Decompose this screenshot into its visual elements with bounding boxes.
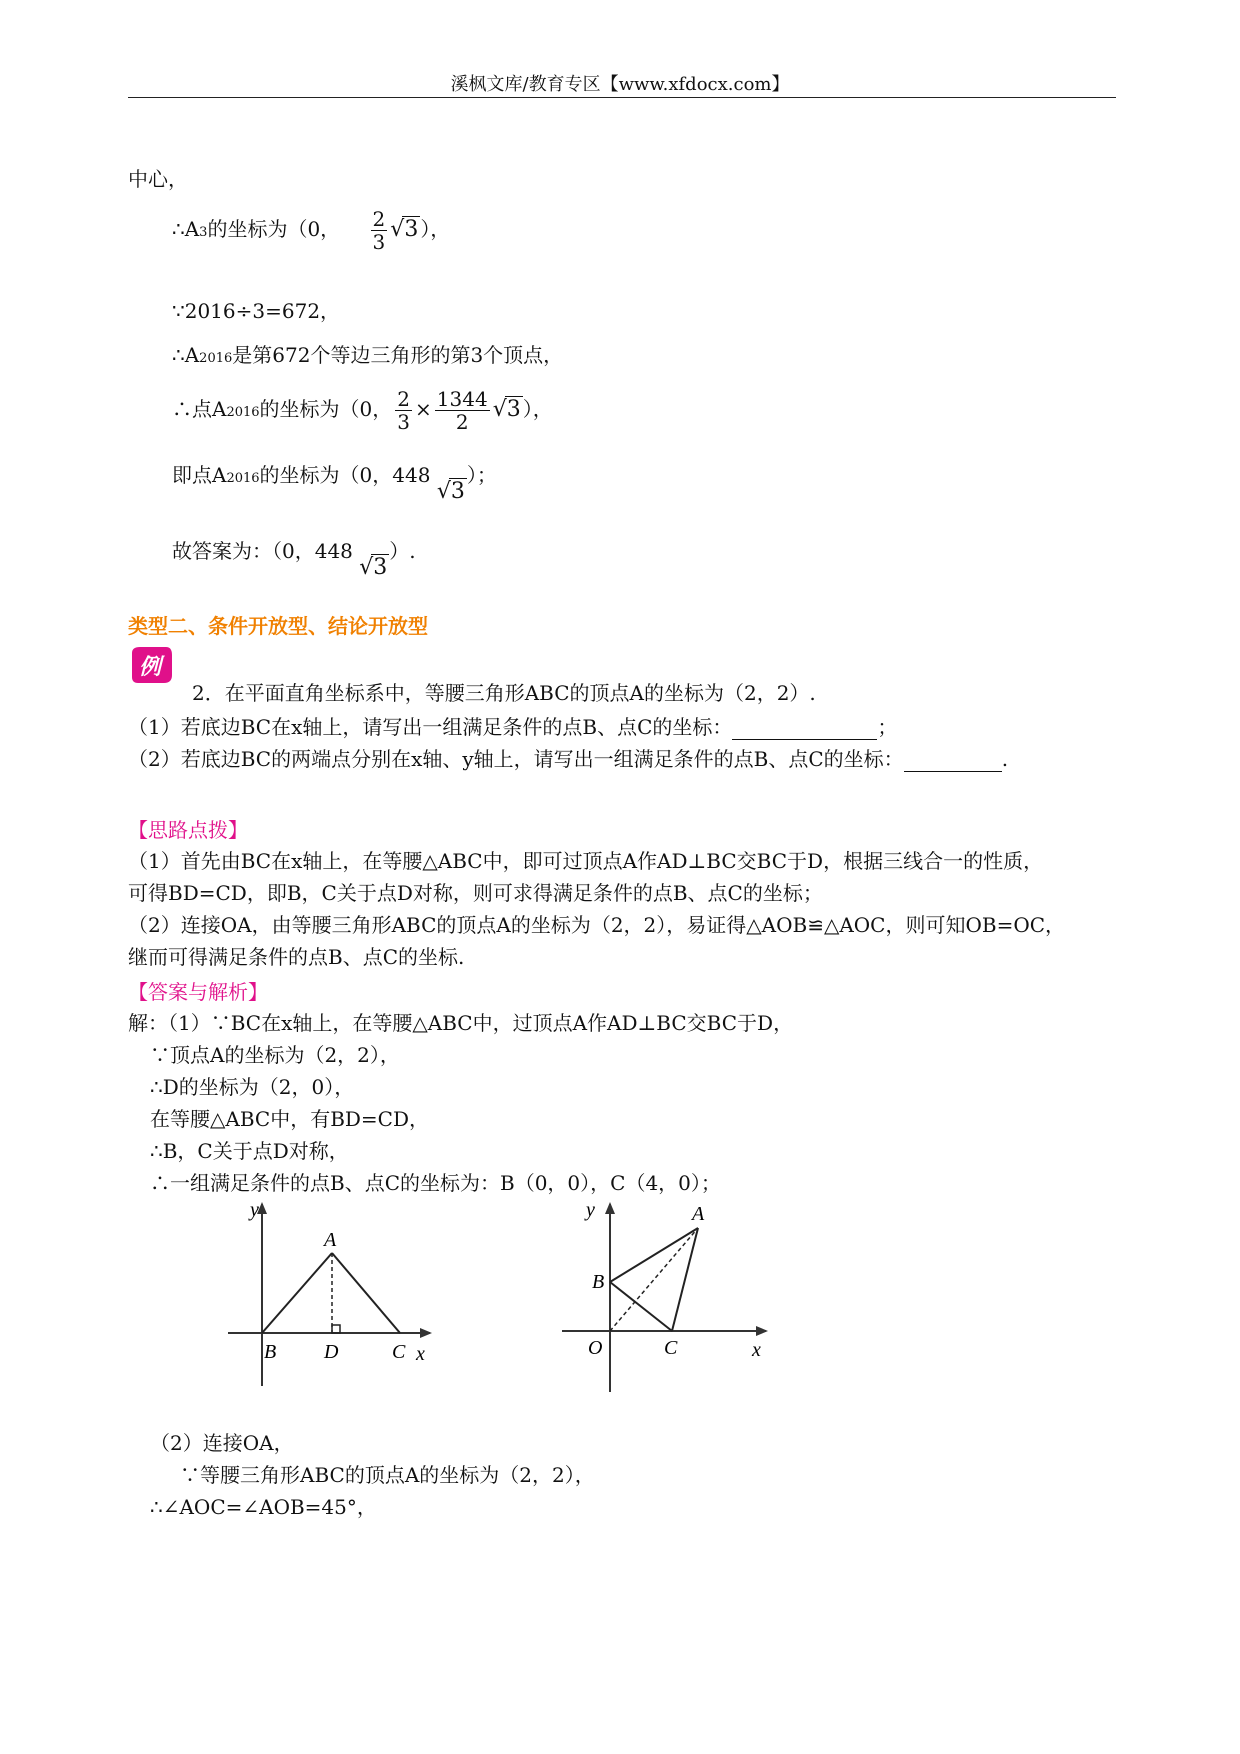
denominator: 2 [455,410,469,434]
hint-line: 可得BD=CD，即B，C关于点D对称，则可求得满足条件的点B、点C的坐标； [128,881,823,905]
sqrt: √3 [492,397,521,422]
label-a: A [324,1229,337,1251]
label-y: y [250,1199,259,1221]
label-b: B [264,1341,277,1363]
badge-label: 例 [138,655,162,680]
answer-line: ∵顶点A的坐标为（2，2）， [150,1043,400,1067]
numerator: 2 [397,387,411,411]
text-line: 中心， [128,167,188,191]
fraction [395,388,412,433]
numerator: 2 [372,207,386,231]
text: ∴A [172,217,200,241]
text-line: ∵2016÷3=672， [172,299,341,323]
answer-line: ∴∠AOC=∠AOB=45°， [150,1495,377,1519]
label-x: x [752,1339,761,1361]
answer-line: ∴B，C关于点D对称， [150,1139,349,1163]
text: （1）若底边BC在x轴上，请写出一组满足条件的点B、点C的坐标： [128,715,733,739]
answer-line: 解：（1）∵BC在x轴上，在等腰△ABC中，过顶点A作AD⊥BC交BC于D， [128,1011,794,1035]
answer-title: 【答案与解析】 [128,980,268,1004]
text: ）， [522,397,553,421]
text: ∴A [172,343,200,367]
sqrt: √3 [436,479,465,504]
answer-blank[interactable] [904,751,1002,772]
label-o: O [588,1337,603,1359]
subscript: 3 [199,225,208,240]
hint-line: 继而可得满足条件的点B、点C的坐标. [128,945,465,969]
question-1 [128,714,897,740]
text: ）； [466,463,497,487]
fraction [371,208,388,253]
text: （2）若底边BC的两端点分别在x轴、y轴上，请写出一组满足条件的点B、点C的坐标： [128,747,904,771]
radicand: 3 [373,555,388,580]
text: 故答案为：（0，448 [172,539,353,563]
label-b: B [592,1271,605,1293]
subscript: 2016 [226,405,260,420]
label-d: D [324,1341,339,1363]
label-c: C [664,1337,678,1359]
a3-coordinate-line [172,208,450,253]
text: 是第672个等边三角形的第3个顶点， [232,343,564,367]
denominator: 3 [372,230,386,254]
radicand: 3 [404,217,419,242]
text: 的坐标为（0，448 [259,463,431,487]
text: . [1001,747,1009,771]
problem-stem: 2．在平面直角坐标系中，等腰三角形ABC的顶点A的坐标为（2，2）. [192,681,816,705]
answer-line: （2）连接OA， [150,1431,294,1455]
answer-blank[interactable] [732,719,877,740]
radicand: 3 [506,397,521,422]
text: 即点A [172,463,227,487]
question-2 [128,746,1008,772]
hint-line: （1）首先由BC在x轴上，在等腰△ABC中，即可过顶点A作AD⊥BC交BC于D，根据三线合一的性质， [128,849,1044,873]
text: ）. [389,539,416,563]
vertex-line [172,342,563,372]
answer-line: 在等腰△ABC中，有BD=CD， [150,1107,430,1131]
text: 的坐标为（0， [207,217,341,241]
radicand: 3 [450,479,465,504]
label-y: y [586,1199,595,1221]
sqrt: √3 [359,555,388,580]
sqrt: √3 [390,217,419,242]
page-header: 溪枫文库/教育专区【www.xfdocx.com】 [450,74,790,95]
text: ∴点A [172,397,227,421]
figure-endpoints-on-axes [560,1196,780,1396]
denominator: 3 [397,410,411,434]
label-c: C [392,1341,406,1363]
answer-line: ∵等腰三角形ABC的顶点A的坐标为（2，2）， [180,1463,595,1487]
text: ； [877,715,898,739]
times-sign: × [415,397,432,421]
answer-line: ∴D的坐标为（2，0）， [150,1075,355,1099]
hint-line: （2）连接OA，由等腰三角形ABC的顶点A的坐标为（2，2），易证得△AOB≌△AOC，则可知OB=OC， [128,913,1066,937]
ie-coordinate-line [172,462,497,504]
subscript: 2016 [199,351,233,366]
subscript: 2016 [226,471,260,486]
fraction [435,388,490,433]
numerator: 1344 [436,387,488,411]
text: ）， [420,217,451,241]
header-rule [128,97,1116,98]
answer-line: ∴一组满足条件的点B、点C的坐标为：B（0，0），C（4，0）； [150,1171,721,1195]
section-title: 类型二、条件开放型、结论开放型 [128,614,428,638]
example-badge-icon [128,645,172,685]
label-x: x [416,1343,425,1365]
label-a: A [692,1203,705,1225]
point-coordinate-line [172,388,553,433]
figure-isosceles-on-x-axis [220,1196,440,1396]
text: 的坐标为（0， [259,397,393,421]
hint-title: 【思路点拨】 [128,818,248,842]
answer-line [172,538,416,580]
